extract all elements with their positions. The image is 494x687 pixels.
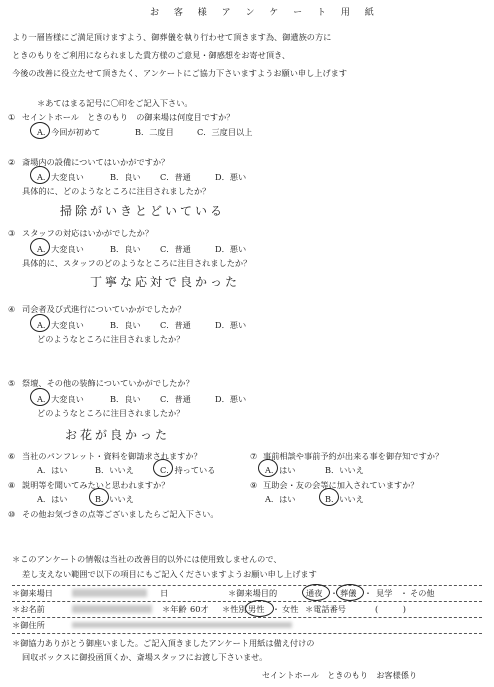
q5-question: 祭壇、その他の装飾についていかがでしたか？ — [22, 378, 194, 388]
name-label: ＊お名前 — [12, 604, 45, 614]
q8-number: ⑧ — [8, 480, 16, 490]
footer-notice-2: 差し支えない範囲で以下の項目にもご記入くださいますようお願い申し上げます — [22, 569, 317, 579]
q2-option-d: D．悪い — [215, 172, 247, 182]
q7-question: 事前相談や事前予約が出来る事を御存知ですか？ — [263, 451, 444, 461]
gender-option-female: 女性 — [282, 604, 299, 614]
gender-label: ＊性別 — [222, 604, 247, 614]
gender-male-circle — [245, 600, 274, 617]
q8-answer-circle — [89, 488, 109, 506]
purpose-option-funeral: 葬儀 — [340, 588, 357, 598]
q8-option-b: B．いいえ — [95, 494, 134, 504]
q3-handwritten-answer: 丁寧な応対で良かった — [90, 275, 241, 289]
q4-number: ④ — [8, 304, 16, 314]
age-value: 60才 — [190, 604, 209, 614]
purpose-separator-2: ・ — [364, 589, 372, 598]
q5-followup: どのようなところに注目されましたか？ — [37, 408, 185, 418]
q6-number: ⑥ — [8, 451, 16, 461]
q9-option-a: A．はい — [265, 494, 296, 504]
purpose-option-wake: 通夜 — [306, 588, 323, 598]
phone-parens: ( ) — [375, 604, 406, 614]
purpose-separator-3: ・ — [400, 589, 408, 598]
q3-number: ③ — [8, 228, 16, 238]
q4-option-d: D．悪い — [215, 320, 247, 330]
q4-followup: どのようなところに注目されましたか？ — [37, 334, 185, 344]
form-rule-3 — [12, 617, 482, 618]
q4-question: 司会者及び式進行についていかがでしたか？ — [22, 304, 186, 314]
q4-option-c: C．普通 — [160, 320, 191, 330]
q6-answer-circle — [153, 459, 173, 477]
age-label: ＊年齢 — [162, 604, 187, 614]
visit-date-label: ＊御来場日 — [12, 588, 53, 598]
q1-option-a: A．今回が初めて — [37, 127, 101, 137]
q6-question: 当社のパンフレット・資料を御請求されますか？ — [22, 451, 202, 461]
q9-question: 互助会・友の会等に加入されていますか？ — [263, 480, 419, 490]
q1-number: ① — [8, 112, 16, 122]
q8-question: 説明等を聞いてみたいと思われますか？ — [22, 480, 170, 490]
q3-option-c: C．普通 — [160, 244, 191, 254]
q3-option-d: D．悪い — [215, 244, 247, 254]
q2-option-a: A．大変良い — [37, 172, 84, 182]
q7-option-b: B．いいえ — [325, 465, 364, 475]
address-label: ＊御住所 — [12, 620, 45, 630]
q5-answer-circle — [30, 388, 50, 406]
page-title: お 客 様 ア ン ケ ー ト 用 紙 — [150, 8, 380, 18]
q2-handwritten-answer: 掃除がいきとどいている — [60, 204, 226, 218]
q3-option-b: B．良い — [110, 244, 141, 254]
q7-option-a: A．はい — [265, 465, 296, 475]
signature: セイントホール ときのもり お客様係り — [262, 670, 418, 680]
q3-option-a: A．大変良い — [37, 244, 84, 254]
q1-question: セイントホール ときのもり の御来場は何度目ですか？ — [22, 112, 235, 122]
q5-number: ⑤ — [8, 378, 16, 388]
q6-option-a: A．はい — [37, 465, 68, 475]
q5-handwritten-answer: お花が良かった — [65, 428, 171, 442]
gender-separator: ・ — [272, 605, 280, 614]
gender-option-male: 男性 — [248, 604, 265, 614]
q5-option-c: C．普通 — [160, 394, 191, 404]
q3-answer-circle — [30, 238, 50, 256]
q2-question: 斎場内の設備についてはいかがですか？ — [22, 157, 170, 167]
q9-number: ⑨ — [250, 480, 258, 490]
instruction: ＊あてはまる記号に〇印をご記入下さい。 — [37, 98, 193, 108]
purpose-option-tour: 見学 — [376, 588, 393, 598]
q8-option-a: A．はい — [37, 494, 68, 504]
address-redacted — [72, 622, 292, 628]
q1-answer-circle — [30, 122, 50, 139]
form-rule-4 — [12, 633, 482, 634]
visit-date-day-unit: 日 — [160, 588, 169, 598]
q2-answer-circle — [30, 166, 50, 184]
q5-option-d: D．悪い — [215, 394, 247, 404]
q4-option-a: A．大変良い — [37, 320, 84, 330]
purpose-wake-circle — [302, 584, 330, 601]
q3-question: スタッフの対応はいかがでしたか？ — [22, 228, 154, 238]
q1-option-c: C．三度目以上 — [197, 127, 253, 137]
q2-followup: 具体的に、どのようなところに注目されましたか？ — [22, 186, 211, 196]
purpose-separator-1: ・ — [330, 589, 338, 598]
footer-notice-1: ＊このアンケートの情報は当社の改善目的以外には使用致しませんので、 — [12, 554, 282, 564]
q5-option-a: A．大変良い — [37, 394, 84, 404]
form-rule-2 — [12, 601, 482, 602]
q4-option-b: B．良い — [110, 320, 141, 330]
q2-option-b: B．良い — [110, 172, 141, 182]
q10-number: ⑩ — [8, 509, 16, 519]
q9-answer-circle — [319, 488, 339, 506]
q6-option-c: C．持っている — [160, 465, 216, 475]
closing-line-2: 回収ボックスに御投函頂くか、斎場スタッフにお渡し下さいませ。 — [22, 652, 268, 662]
intro-line-1: より一層皆様にご満足頂けますよう、御葬儀を執り行わせて頂きます為、御遺族の方に — [12, 32, 332, 42]
q2-number: ② — [8, 157, 16, 167]
form-rule-1 — [12, 585, 482, 586]
closing-line-1: ＊御協力ありがとう御座いました。ご記入頂きましたアンケート用紙は備え付けの — [12, 638, 315, 648]
intro-line-2: ときのもりをご利用になられました貴方様のご意見・御感想をお寄せ頂き、 — [12, 50, 291, 60]
intro-line-3: 今後の改善に役立たせて頂きたく、アンケートにご協力下さいますようお願い申し上げます — [12, 68, 348, 78]
q2-option-c: C．普通 — [160, 172, 191, 182]
q10-question: その他お気づきの点等ございましたらご記入下さい。 — [22, 509, 219, 519]
q6-option-b: B．いいえ — [95, 465, 134, 475]
purpose-funeral-circle — [336, 584, 364, 601]
q7-number: ⑦ — [250, 451, 258, 461]
q7-answer-circle — [258, 459, 278, 477]
purpose-option-other: その他 — [410, 588, 435, 598]
purpose-label: ＊御来場目的 — [228, 588, 278, 598]
phone-label: ＊電話番号 — [305, 604, 346, 614]
q9-option-b: B．いいえ — [325, 494, 364, 504]
q5-option-b: B．良い — [110, 394, 141, 404]
q4-answer-circle — [30, 314, 50, 332]
q3-followup: 具体的に、スタッフのどのようなところに注目されましたか？ — [22, 258, 252, 268]
visit-date-redacted — [72, 589, 147, 597]
name-redacted — [72, 605, 152, 613]
q1-option-b: B．二度目 — [135, 127, 174, 137]
